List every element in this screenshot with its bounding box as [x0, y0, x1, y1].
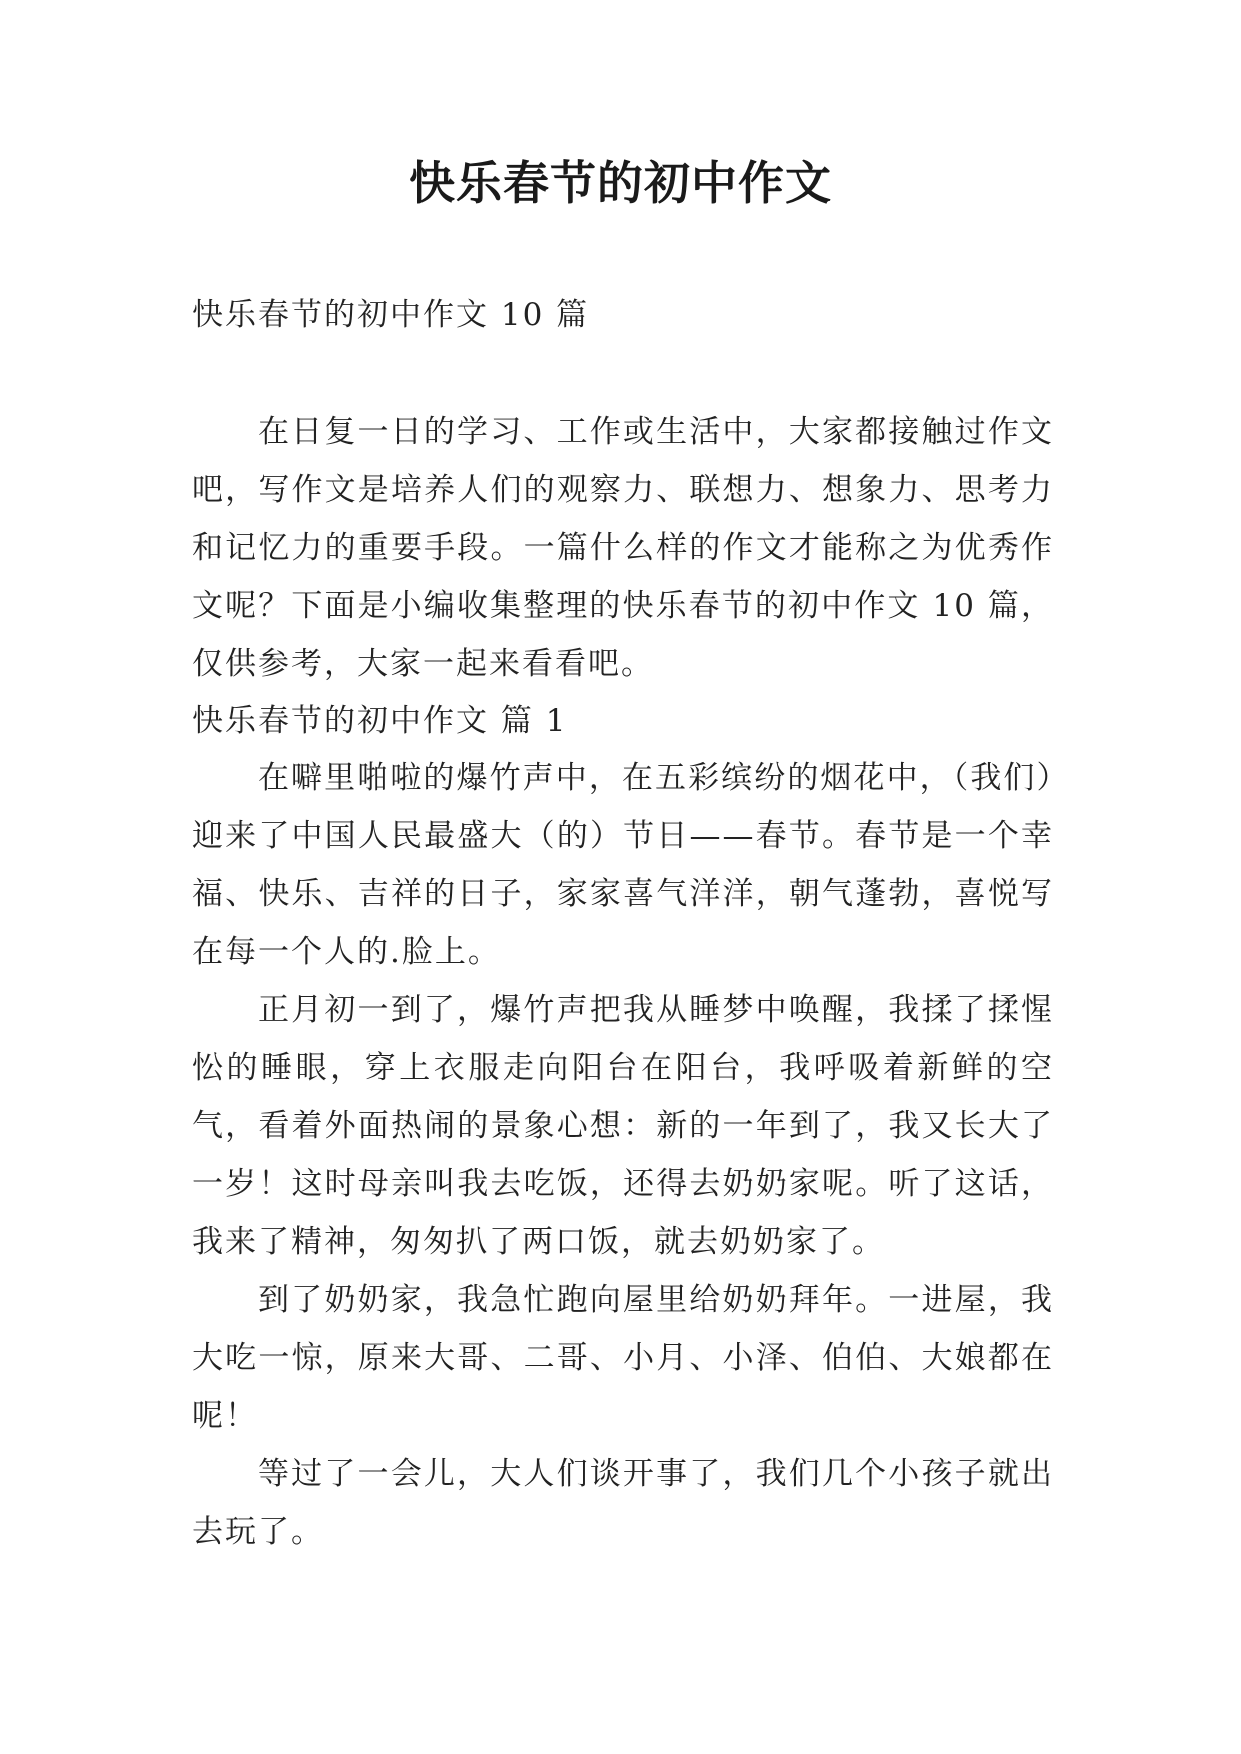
- body-paragraph-3: 到了奶奶家，我急忙跑向屋里给奶奶拜年。一进屋，我大吃一惊，原来大哥、二哥、小月、小泽、伯伯、大娘都在呢！: [192, 1282, 1054, 1434]
- body-paragraph-4: 等过了一会儿，大人们谈开事了，我们几个小孩子就出去玩了。: [192, 1456, 1054, 1550]
- document-body: [192, 403, 1054, 1561]
- section-heading: 快乐春节的初中作文 篇 1: [192, 703, 568, 739]
- body-paragraph-2: 正月初一到了，爆竹声把我从睡梦中唤醒，我揉了揉惺忪的睡眼，穿上衣服走向阳台在阳台，我呼吸着新鲜的空气，看着外面热闹的景象心想：新的一年到了，我又长大了一岁！这时母亲叫我去吃饭，还得去奶奶家呢。听了这话，我来了精神，匆匆扒了两口饭，就去奶奶家了。: [192, 992, 1054, 1260]
- document-subtitle: 快乐春节的初中作文 10 篇: [192, 297, 590, 333]
- intro-paragraph: 在日复一日的学习、工作或生活中，大家都接触过作文吧，写作文是培养人们的观察力、联想力、想象力、思考力和记忆力的重要手段。一篇什么样的作文才能称之为优秀作文呢？下面是小编收集整理的快乐春节的初中作文 10 篇，仅供参考，大家一起来看看吧。: [192, 414, 1054, 682]
- document-title: 快乐春节的初中作文: [409, 156, 832, 210]
- body-paragraph-1: 在噼里啪啦的爆竹声中，在五彩缤纷的烟花中，（我们）迎来了中国人民最盛大（的）节日——春节。春节是一个幸福、快乐、吉祥的日子，家家喜气洋洋，朝气蓬勃，喜悦写在每一个人的.脸上。: [192, 760, 1054, 970]
